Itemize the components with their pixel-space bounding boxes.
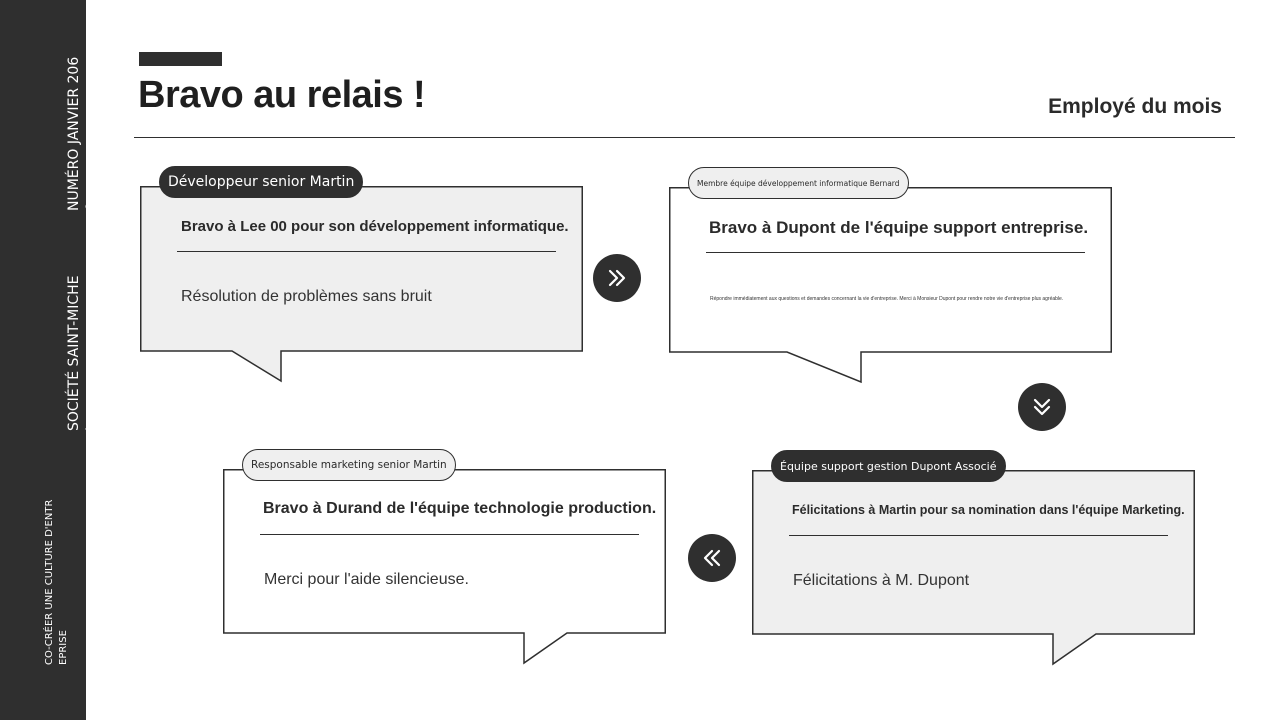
sidebar — [0, 0, 101, 720]
card-heading: Félicitations à Martin pour sa nomination dans l'équipe Marketing. — [792, 503, 1185, 517]
next-arrow-button[interactable] — [593, 254, 641, 302]
page-title: Bravo au relais ! — [138, 74, 426, 116]
header-divider — [134, 137, 1235, 138]
card-divider — [789, 535, 1168, 536]
double-chevron-down-icon — [1031, 396, 1053, 418]
card-body: Merci pour l'aide silencieuse. — [264, 571, 469, 588]
card-divider — [706, 252, 1085, 253]
card-heading: Bravo à Dupont de l'équipe support entreprise. — [709, 218, 1089, 237]
double-chevron-right-icon — [606, 267, 628, 289]
issue-label: NUMÉRO JANVIER 206 0 — [66, 56, 101, 211]
down-arrow-button[interactable] — [1018, 383, 1066, 431]
card-body: Résolution de problèmes sans bruit — [181, 288, 432, 305]
card-divider — [260, 534, 639, 535]
card-tag: Développeur senior Martin — [159, 166, 363, 198]
back-arrow-button[interactable] — [688, 534, 736, 582]
card-heading: Bravo à Durand de l'équipe technologie production. — [263, 500, 657, 517]
speech-bubble-shape — [752, 470, 1195, 670]
card-tag: Équipe support gestion Dupont Associé — [771, 450, 1006, 482]
speech-bubble-shape — [140, 186, 583, 386]
kudos-card-3 — [223, 459, 666, 669]
page-subtitle: Employé du mois — [1048, 95, 1222, 118]
title-accent-bar — [139, 52, 222, 66]
kudos-card-2 — [669, 178, 1112, 387]
speech-bubble-shape — [669, 187, 1112, 387]
card-divider — [177, 251, 556, 252]
card-tag: Responsable marketing senior Martin — [242, 449, 456, 481]
card-body: Répondre immédiatement aux questions et demandes concernant la vie d'entreprise. Merci à Monsieur Dupont pour rendre notre vie d'entreprise plus agréable. — [710, 296, 1064, 302]
speech-bubble-shape — [223, 469, 666, 669]
kudos-card-4 — [752, 459, 1195, 670]
double-chevron-left-icon — [701, 547, 723, 569]
company-label: SOCIÉTÉ SAINT-MICHE L — [66, 275, 101, 431]
kudos-card-1 — [140, 174, 583, 386]
card-heading: Bravo à Lee 00 pour son développement informatique. — [181, 218, 569, 235]
card-body: Félicitations à M. Dupont — [793, 572, 970, 589]
tagline-label: CO-CRÉER UNE CULTURE D'ENTR EPRISE — [44, 499, 69, 665]
card-tag: Membre équipe développement informatique Bernard — [688, 167, 909, 199]
